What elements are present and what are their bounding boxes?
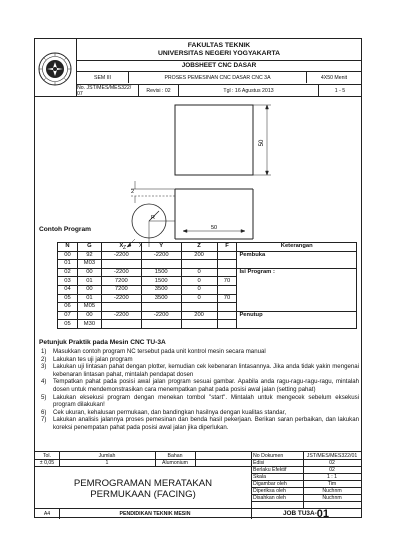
doc-number: No. JST/MES/MES322/ 07	[77, 85, 139, 96]
cell-f	[217, 320, 237, 329]
list-item	[41, 378, 359, 393]
job-number-value: 01	[316, 507, 329, 520]
diperiksa-label: Diperiksa oleh	[253, 487, 286, 494]
cell-g: 92	[77, 251, 101, 260]
no-dokumen-label: No Dokumen	[253, 452, 284, 459]
cell-y: 1500	[141, 277, 181, 286]
program-table	[57, 242, 357, 329]
cell-x	[101, 260, 141, 269]
cell-f	[217, 268, 237, 277]
cell-n: 01	[58, 260, 78, 269]
cell-z: 0	[181, 268, 217, 277]
cell-g: 00	[77, 285, 101, 294]
list-item-text: Lakukan eksekusi program dengan menekan tombol "start". Mintalah untuk mengecek sebelum eksekusi program dilakukan!	[53, 393, 359, 409]
list-item-text: Masukkan contoh program NC tersebut pada unit kontrol mesin secara manual	[53, 348, 266, 355]
list-item-number: 1)	[41, 348, 47, 355]
list-item-number: 3)	[41, 363, 47, 371]
cell-z: 200	[181, 251, 217, 260]
cell-f: 70	[217, 277, 237, 286]
cell-n: 03	[58, 277, 78, 286]
digambar-value: Tim	[327, 480, 337, 487]
job-title-line2-text: PERMUKAAN (FACING)	[90, 489, 196, 500]
cell-y	[141, 320, 181, 329]
cell-z: 200	[181, 311, 217, 320]
list-item-text: Cek ukuran, kehalusan permukaan, dan bandingkan hasilnya dengan kualitas standar,	[53, 408, 287, 416]
job-number-label: JOB TU3A-	[283, 510, 317, 517]
cell-y: 3500	[141, 294, 181, 303]
cell-y	[141, 303, 181, 312]
cell-x: 7200	[101, 277, 141, 286]
cell-keterangan: Isi Program :	[237, 268, 357, 277]
job-number	[251, 508, 361, 519]
jumlah-value: 1	[105, 459, 109, 466]
cell-x: 7200	[101, 285, 141, 294]
date: Tgl : 16 Agustus 2013	[179, 85, 319, 96]
header-row-subject	[77, 71, 361, 83]
disahkan-label: Disahkan oleh	[253, 494, 286, 501]
cell-keterangan: Penutup	[237, 311, 357, 320]
edisi-label: Edisi	[253, 459, 265, 466]
cell-n: 05	[58, 320, 78, 329]
title-block	[35, 451, 361, 518]
depth-dimension-label: 2	[131, 189, 135, 195]
cell-y: -2200	[141, 311, 181, 320]
list-item	[41, 409, 359, 417]
cell-z	[181, 303, 217, 312]
table-row	[58, 294, 357, 303]
cell-n: 02	[58, 268, 78, 277]
skala-value: 1 : 1	[326, 473, 338, 480]
x-axis-label: X	[139, 243, 143, 249]
cell-f	[217, 311, 237, 320]
cell-y: -2200	[141, 251, 181, 260]
list-item	[41, 394, 359, 409]
department: PENDIDIKAN TEKNIK MESIN	[119, 510, 191, 517]
cell-x	[101, 320, 141, 329]
page-number: 1 - 5	[334, 87, 346, 94]
list-item-text: Tempatkan pahat pada posisi awal jalan program sesuai gambar. Apabila anda ragu-ragu-ragu-ragu, mintalah dosen untuk mendemonstrasikan cara menempatkan pahat pada posisi awal jalan (setting pahat)	[53, 378, 359, 393]
list-item	[41, 416, 359, 431]
col-header-n: N	[58, 243, 78, 252]
table-row	[58, 251, 357, 260]
cell-x	[101, 303, 141, 312]
list-item	[41, 356, 359, 364]
tol-value: ± 0,05	[39, 459, 55, 466]
cell-keterangan	[237, 285, 357, 294]
bahan-value: Alumonium	[162, 459, 188, 466]
list-item-text: Lakukan tes uji jalan program	[53, 355, 133, 363]
list-item-text: Lakukan uji lintasan pahat dengan plotter, kemudian cek kebenaran lintasannya. Jika anda tidak yakin mengenai kebenaran lintasan pahat, mintalah pendapat dosen	[53, 363, 359, 378]
jumlah-label: Jumlah	[98, 452, 116, 459]
radius-label: R	[151, 215, 155, 221]
z-axis-label: Z	[123, 245, 127, 251]
header-row-doc	[77, 84, 361, 96]
disahkan-value: Nuchnm	[322, 494, 342, 501]
table-row	[58, 285, 357, 294]
cell-y: 3500	[141, 285, 181, 294]
table-row	[58, 268, 357, 277]
cell-x: -2200	[101, 251, 141, 260]
cell-n: 07	[58, 311, 78, 320]
paper-size: A4	[43, 510, 51, 517]
cell-z	[181, 320, 217, 329]
width-dimension-label: 50	[210, 225, 218, 231]
cell-g: 01	[77, 277, 101, 286]
table-row	[58, 277, 357, 286]
list-item-number: 7)	[41, 416, 47, 424]
cell-f	[217, 251, 237, 260]
cell-f	[217, 285, 237, 294]
list-item	[41, 363, 359, 378]
cell-f	[217, 260, 237, 269]
cell-f: 70	[217, 294, 237, 303]
jobsheet	[34, 38, 362, 518]
table-row	[58, 311, 357, 320]
col-header-f: F	[217, 243, 237, 252]
cell-g: 00	[77, 311, 101, 320]
cell-y	[141, 260, 181, 269]
university-name: UNIVERSITAS NEGERI YOGYAKARTA	[157, 50, 281, 57]
faculty-name: FAKULTAS TEKNIK	[187, 42, 251, 49]
cell-g: M30	[77, 320, 101, 329]
cell-z: 0	[181, 294, 217, 303]
cell-z: 0	[181, 285, 217, 294]
cell-n: 06	[58, 303, 78, 312]
cell-keterangan: Pembuka	[237, 251, 357, 260]
cell-keterangan	[237, 294, 357, 303]
digambar-label: Digambar oleh	[253, 480, 287, 487]
cell-keterangan	[237, 260, 357, 269]
list-item-text: Lakukan analisis jalannya proses pemesinan dan benda hasil pekerjaan. Berikan saran perbaikan, dan lakukan koreksi penempatan pahat pada posisi awal jalan jika diperlukan.	[53, 416, 359, 431]
list-item-number: 2)	[41, 355, 47, 363]
cell-z	[181, 260, 217, 269]
no-dokumen-value: JST/MES/MES322/01	[306, 452, 358, 459]
cell-g: M05	[77, 303, 101, 312]
cell-n: 04	[58, 285, 78, 294]
cell-n: 00	[58, 251, 78, 260]
list-item	[41, 348, 359, 356]
diperiksa-value: Nuchnm	[322, 487, 342, 494]
bahan-label: Bahan	[167, 452, 183, 459]
cell-y: 1500	[141, 268, 181, 277]
program-section-title: Contoh Program	[39, 226, 92, 233]
col-header-g: G	[77, 243, 101, 252]
cell-z: 0	[181, 277, 217, 286]
col-header-y: Y	[141, 243, 181, 252]
cell-x: -2200	[101, 311, 141, 320]
cell-keterangan	[237, 303, 357, 312]
jobsheet-header	[35, 39, 361, 97]
depth-dimension	[131, 181, 175, 203]
revision: Revisi : 02	[139, 85, 179, 96]
edisi-value: 02	[329, 459, 335, 466]
university-logo-icon	[38, 52, 72, 86]
cell-x: -2200	[101, 294, 141, 303]
skala-label: Skala	[253, 473, 266, 480]
semester: SEM III	[77, 72, 129, 83]
col-header-keterangan: Keterangan	[237, 243, 357, 252]
cell-n: 05	[58, 294, 78, 303]
height-dimension-label: 50	[259, 139, 265, 147]
instructions-title: Petunjuk Praktik pada Mesin CNC TU-3A	[39, 339, 166, 346]
berlaku-value: 02	[329, 466, 335, 473]
list-item-number: 6)	[41, 408, 47, 416]
list-item-number: 5)	[41, 393, 47, 401]
subject: PROSES PEMESINAN CNC DASAR CNC 3A	[129, 72, 307, 83]
berlaku-label: Berlaku Efektif	[253, 466, 287, 473]
cell-g: M03	[77, 260, 101, 269]
cell-x: -2200	[101, 268, 141, 277]
cell-g: 01	[77, 294, 101, 303]
table-row	[58, 260, 357, 269]
col-header-x: X	[101, 243, 141, 252]
sheet-type: JOBSHEET CNC DASAR	[77, 60, 361, 70]
instructions-list	[41, 348, 359, 432]
table-row	[58, 303, 357, 312]
job-title	[43, 478, 243, 500]
duration: 4X50 Menit	[320, 74, 348, 81]
cell-keterangan	[237, 277, 357, 286]
job-title-line1: PEMROGRAMAN MERATAKAN	[73, 478, 213, 489]
workpiece-front-view	[175, 105, 253, 175]
job-title-line2	[43, 489, 243, 500]
cutter-tool	[132, 204, 175, 247]
program-table-header	[58, 243, 357, 252]
tol-label: Tol.	[42, 452, 52, 459]
technical-drawing	[35, 97, 361, 258]
list-item-number: 4)	[41, 378, 47, 386]
cell-f	[217, 303, 237, 312]
logo-box	[35, 39, 77, 97]
cell-g: 00	[77, 268, 101, 277]
cell-keterangan	[237, 320, 357, 329]
table-row	[58, 320, 357, 329]
col-header-z: Z	[181, 243, 217, 252]
